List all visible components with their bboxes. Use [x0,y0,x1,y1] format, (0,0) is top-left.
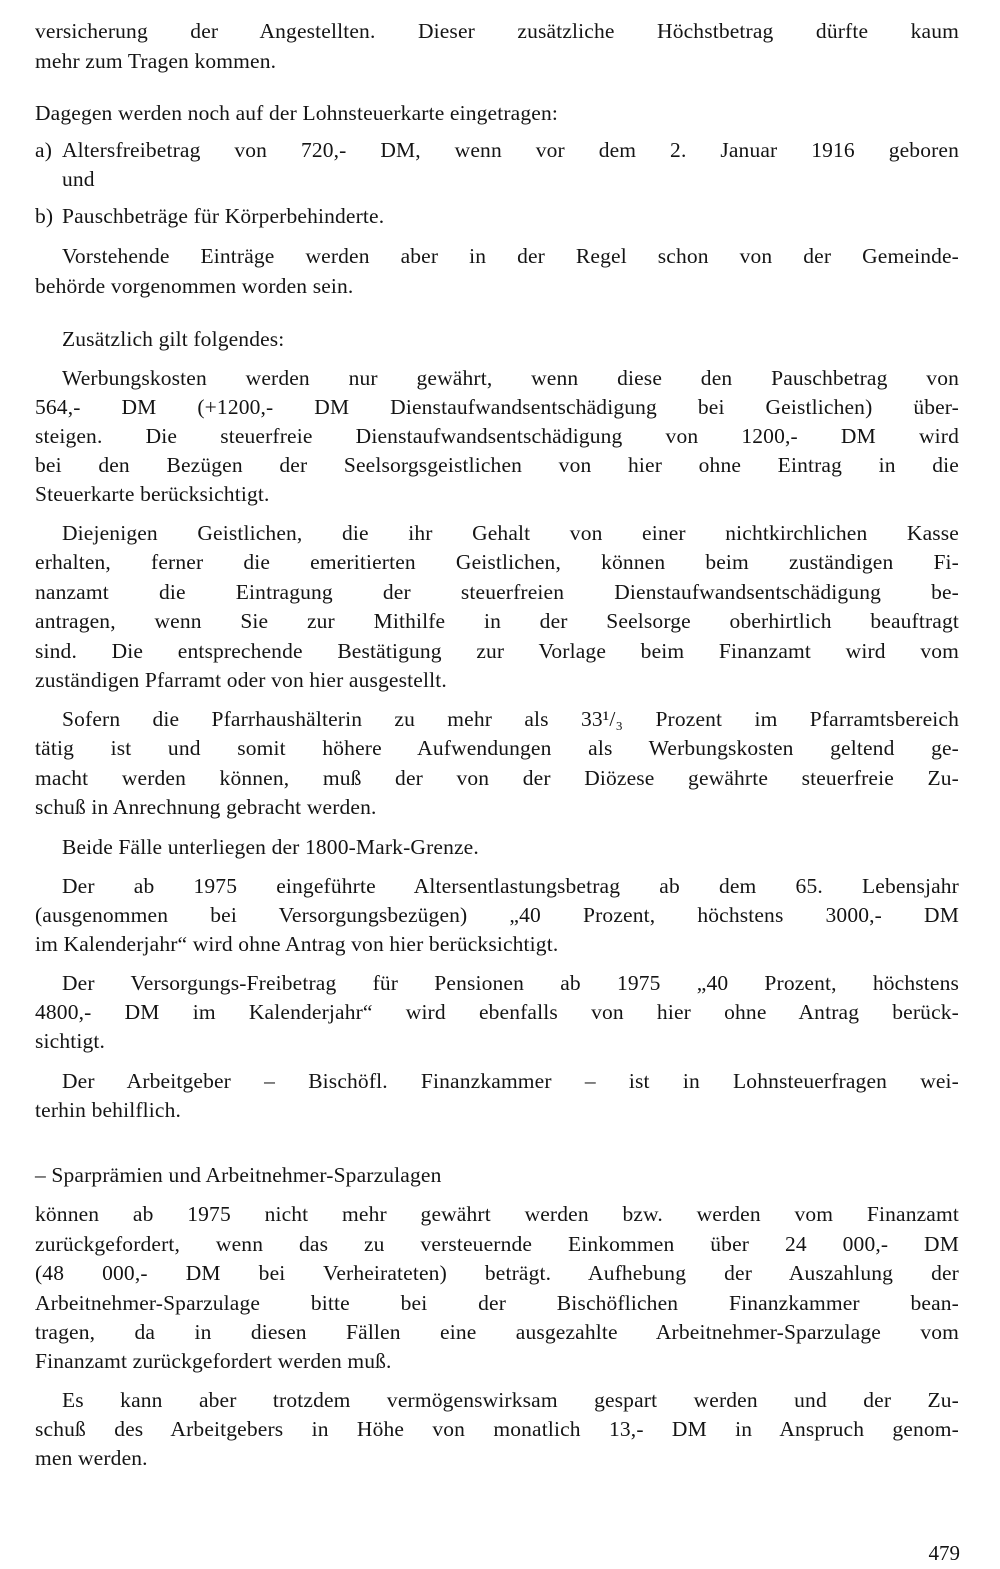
text-line: und [62,167,95,191]
text-line: (ausgenommen bei Versorgungsbezügen) „40 Prozent, höchstens 3000,- DM [35,903,959,927]
text-line: bei den Bezügen der Seelsorgsgeistlichen von hier ohne Eintrag in die [35,453,959,477]
section-heading: – Sparprämien und Arbeitnehmer-Sparzulagen [35,1163,442,1187]
text-line: Werbungskosten werden nur gewährt, wenn diese den Pauschbetrag von [62,366,959,390]
text-line: im Kalenderjahr“ wird ohne Antrag von hier berücksichtigt. [35,932,559,956]
text-line: Sofern die Pfarrhaushälterin zu mehr als 33¹/₃ Prozent im Pfarramtsbereich [62,707,959,731]
text-line: terhin behilflich. [35,1098,181,1122]
text-line: Diejenigen Geistlichen, die ihr Gehalt von einer nichtkirchlichen Kasse [62,521,959,545]
text-line: Der ab 1975 eingeführte Altersentlastungsbetrag ab dem 65. Lebensjahr [62,874,959,898]
text-line: Finanzamt zurückgefordert werden muß. [35,1349,392,1373]
text-line: mehr zum Tragen kommen. [35,49,277,73]
list-marker: a) [35,138,53,162]
text-line: Vorstehende Einträge werden aber in der Regel schon von der Gemeinde- [62,244,959,268]
text-line: zurückgefordert, wenn das zu versteuernde Einkommen über 24 000,- DM [35,1232,959,1256]
text-line: Arbeitnehmer-Sparzulage bitte bei der Bischöflichen Finanzkammer bean- [35,1291,959,1315]
list-marker: b) [35,204,54,228]
text-line: Dagegen werden noch auf der Lohnsteuerkarte eingetragen: [35,101,558,125]
section-heading: Zusätzlich gilt folgendes: [62,327,285,351]
text-line: 564,- DM (+1200,- DM Dienstaufwandsentschädigung bei Geistlichen) über- [35,395,959,419]
page-number: 479 [928,1541,960,1565]
text-line: Steuerkarte berücksichtigt. [35,482,270,506]
text-line: behörde vorgenommen worden sein. [35,274,354,298]
text-line: men werden. [35,1446,148,1470]
text-line: 4800,- DM im Kalenderjahr“ wird ebenfalls von hier ohne Antrag berück- [35,1000,959,1024]
text-line: sind. Die entsprechende Bestätigung zur Vorlage beim Finanzamt wird vom [35,639,959,663]
text-line: Beide Fälle unterliegen der 1800-Mark-Grenze. [62,835,479,859]
text-line: tätig ist und somit höhere Aufwendungen als Werbungskosten geltend ge- [35,736,959,760]
text-line: erhalten, ferner die emeritierten Geistlichen, können beim zuständigen Fi- [35,550,959,574]
text-line: steigen. Die steuerfreie Dienstaufwandsentschädigung von 1200,- DM wird [35,424,959,448]
text-line: sichtigt. [35,1029,106,1053]
text-line: versicherung der Angestellten. Dieser zusätzliche Höchstbetrag dürfte kaum [35,19,959,43]
text-line: nanzamt die Eintragung der steuerfreien Dienstaufwandsentschädigung be- [35,580,959,604]
text-line: schuß in Anrechnung gebracht werden. [35,795,377,819]
text-line: Altersfreibetrag von 720,- DM, wenn vor dem 2. Januar 1916 geboren [62,138,959,162]
text-line: antragen, wenn Sie zur Mithilfe in der Seelsorge oberhirtlich beauftragt [35,609,959,633]
text-line: Der Arbeitgeber – Bischöfl. Finanzkammer – ist in Lohnsteuerfragen wei- [62,1069,959,1093]
text-line: tragen, da in diesen Fällen eine ausgezahlte Arbeitnehmer-Sparzulage vom [35,1320,959,1344]
text-line: (48 000,- DM bei Verheirateten) beträgt. Aufhebung der Auszahlung der [35,1261,959,1285]
text-line: macht werden können, muß der von der Diözese gewährte steuerfreie Zu- [35,766,959,790]
text-line: zuständigen Pfarramt oder von hier ausgestellt. [35,668,447,692]
text-line: Es kann aber trotzdem vermögenswirksam gespart werden und der Zu- [62,1388,959,1412]
text-line: schuß des Arbeitgebers in Höhe von monatlich 13,- DM in Anspruch genom- [35,1417,959,1441]
text-line: können ab 1975 nicht mehr gewährt werden bzw. werden vom Finanzamt [35,1202,959,1226]
text-line: Pauschbeträge für Körperbehinderte. [62,204,385,228]
text-line: Der Versorgungs-Freibetrag für Pensionen ab 1975 „40 Prozent, höchstens [62,971,959,995]
